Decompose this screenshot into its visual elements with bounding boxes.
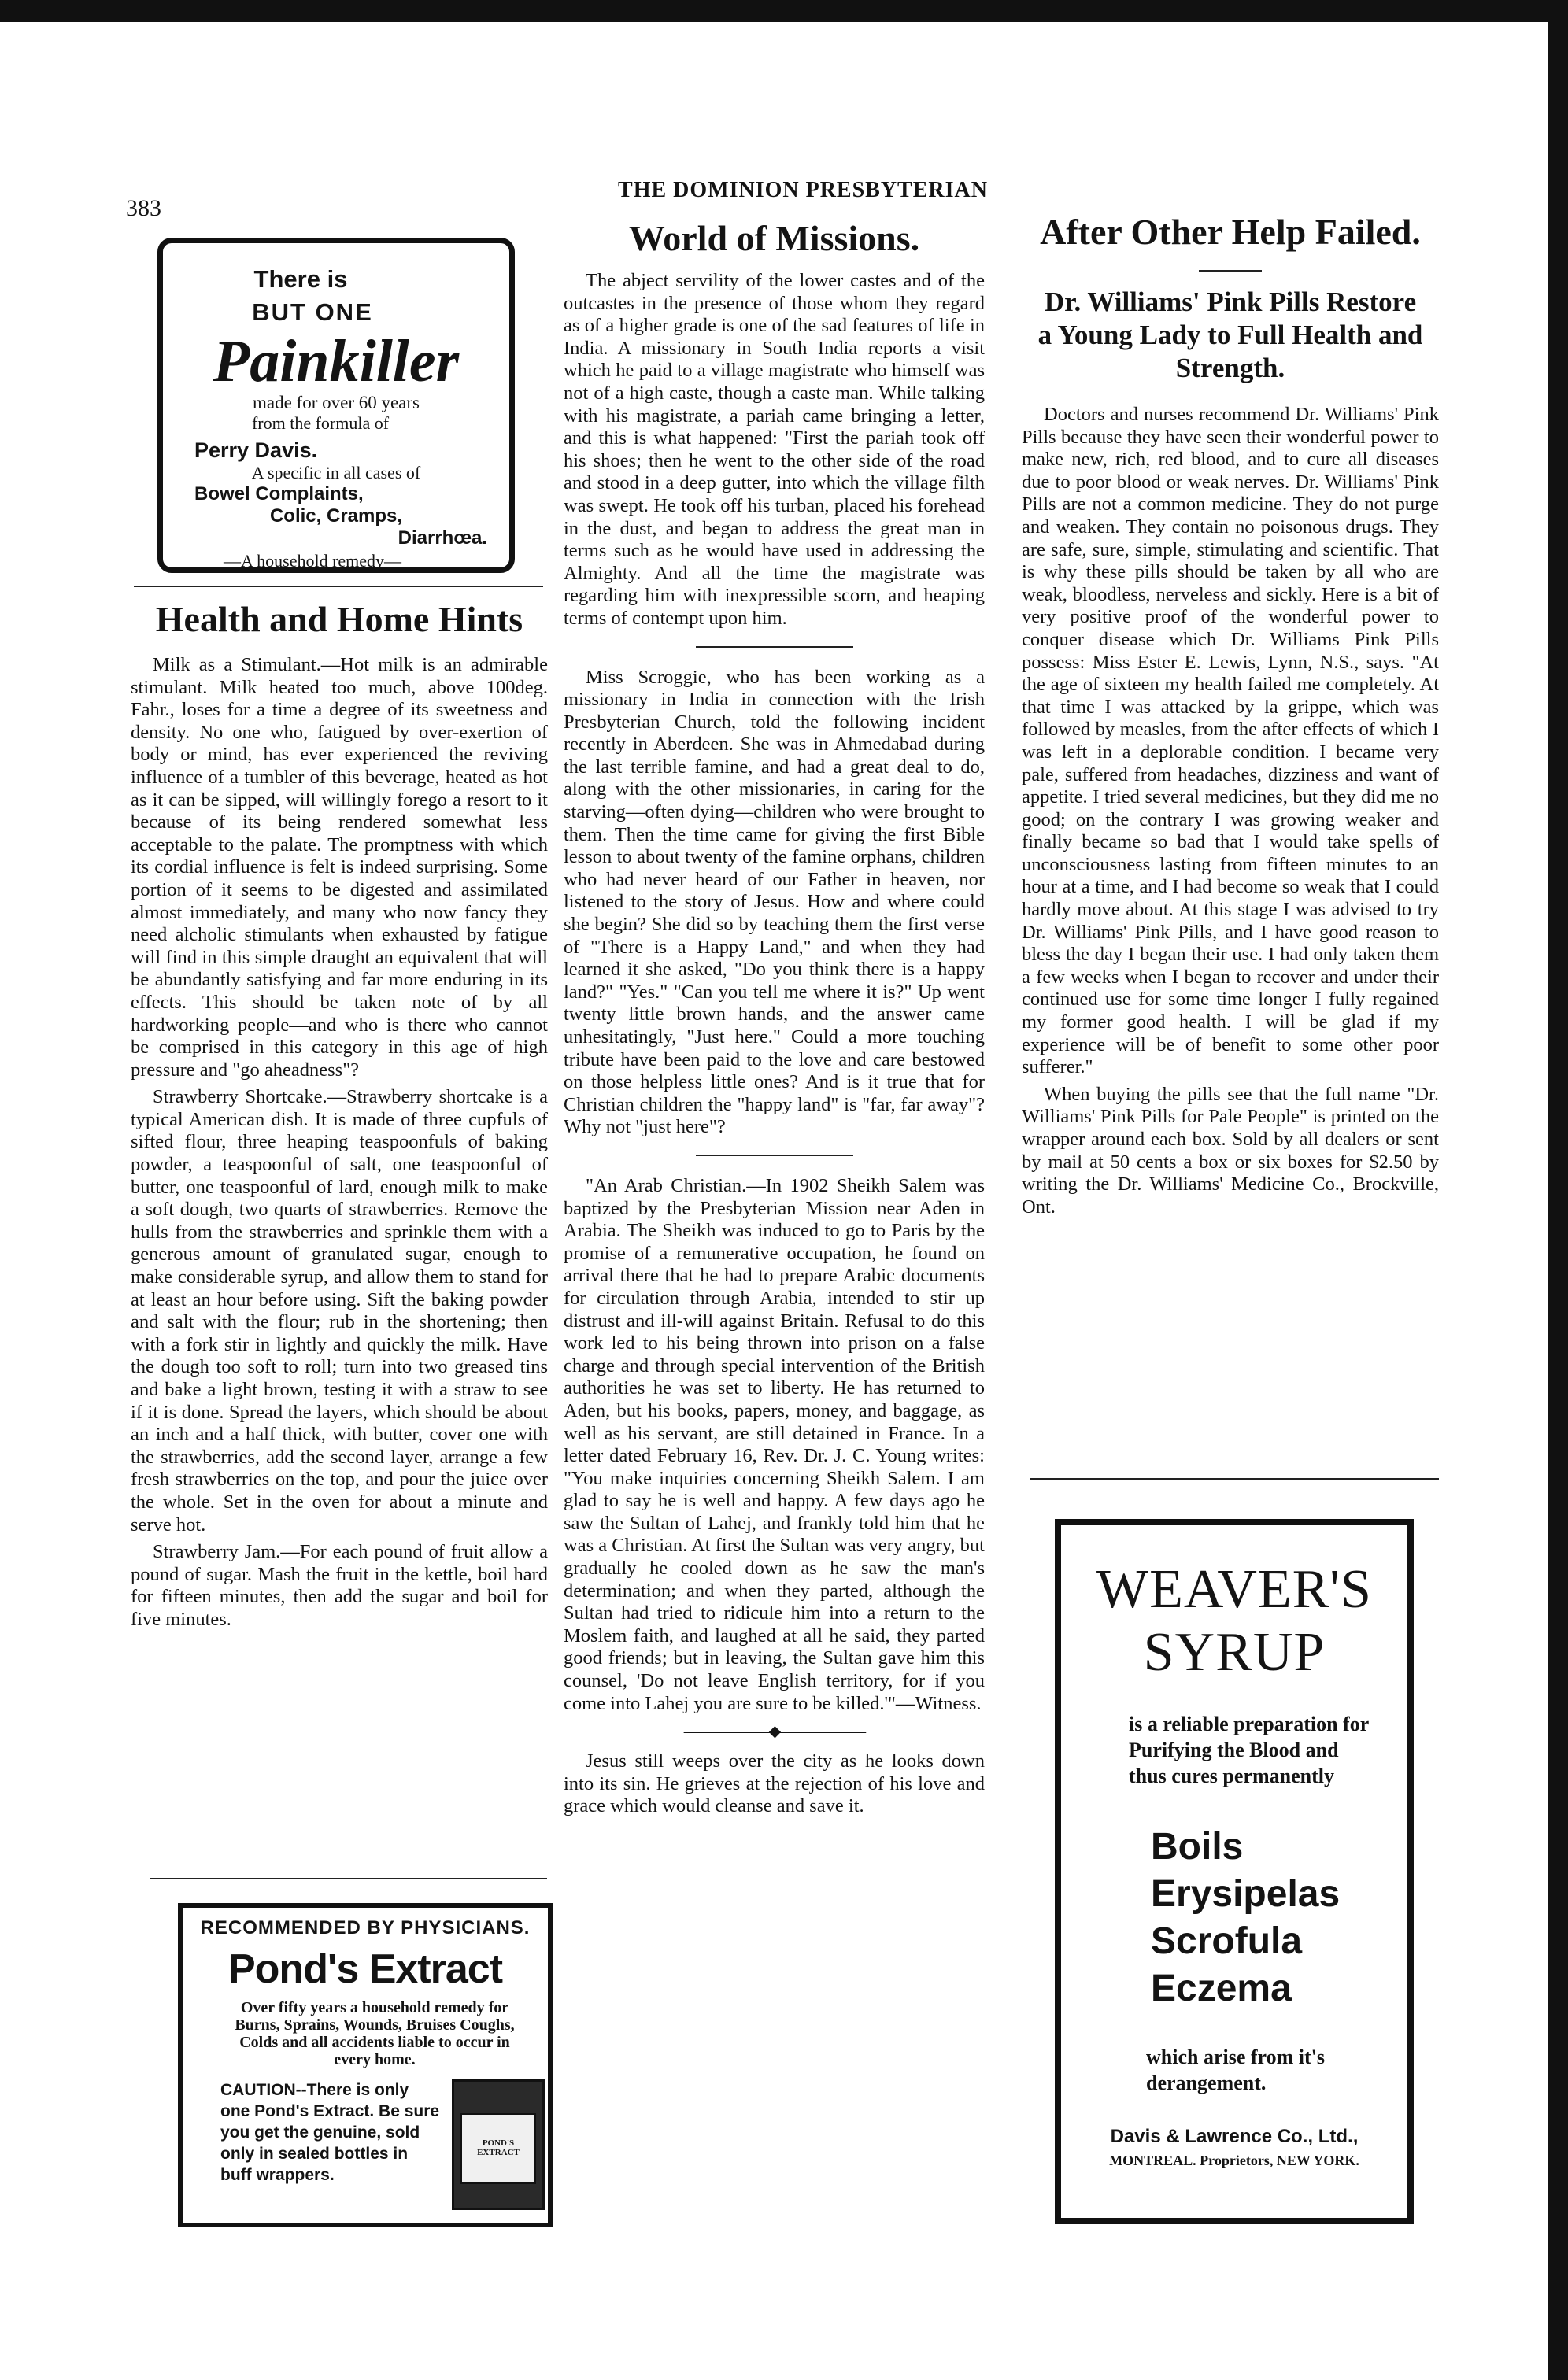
painkiller-tag: —A household remedy—: [223, 551, 402, 571]
missions-column: [564, 217, 985, 1823]
weaver-disease-1: Boils: [1151, 1826, 1244, 1868]
painkiller-line2: BUT ONE: [252, 298, 373, 326]
health-hint-milk: Milk as a Stimulant.—Hot milk is an admirable stimulant. Milk heated too much, above 100deg. Fahr., loses for a time a degree of its sweetness and density. No one who, fatigued by over-exertion of body or mind, has ever experienced the reviving influence of a tumbler of this beverage, heated as hot as it can be sipped, will willingly forego a resort to it because of its being rendered somewhat less acceptable to the palate. The promptness with which its cordial influence is felt is indeed surprising. Some portion of it seems to be digested and assimilated almost immediately, and many who now fancy they need alcholic stimulants when exhausted by fatigue will find in this simple draught an equivalent that will be abundantly satisfying and far more enduring in its effects. This should be taken note of by all hardworking people—and who is there who cannot be comprised in this category in this age of high pressure and "go aheadness"?: [131, 654, 548, 1081]
weaver-desc: is a reliable preparation for Purifying the Blood and thus cures permanently: [1129, 1713, 1369, 1787]
weaver-disease-4: Eczema: [1151, 1968, 1292, 2009]
weaver-which: which arise from it's derangement.: [1146, 2046, 1325, 2094]
ponds-bottle-label-text: POND'S EXTRACT: [477, 2138, 520, 2157]
painkiller-specific: A specific in all cases of: [251, 463, 421, 482]
ponds-caution: CAUTION--There is only one Pond's Extract. Be sure you get the genuine, sold only in sealed bottles in buff wrappers.: [220, 2081, 440, 2184]
after-help-subtitle: Dr. Williams' Pink Pills Restore a Young Lady to Full Health and Strength.: [1037, 286, 1423, 383]
ponds-bottle-image: [452, 2079, 545, 2210]
health-hint-shortcake: Strawberry Shortcake.—Strawberry shortcake is a typical American dish. It is made of three cupfuls of sifted flour, three heaping teaspoonfuls of baking powder, a teaspoonful of salt, one teaspoonful of butter, one teaspoonful of lard, enough milk to make a soft dough, two quarts of strawberries. Remove the hulls from the strawberries and sprinkle them with a generous amount of granulated sugar, enough to make considerable syrup, and allow them to stand for at least an hour before using. Sift the baking powder and salt with the flour; rub in the shortening; then with a fork stir in lightly and quickly the milk. Have the dough too soft to roll; turn into two greased tins and bake a light brown, testing it with a straw to see if it is done. Spread the layers, which should be about an inch and a half thick, with butter, cover one with the strawberries, add the second layer, arrange a few fresh strawberries on the top, and pour the juice over the whole. Set in the oven for about a minute and serve hot.: [131, 1086, 548, 1536]
painkiller-uses-2: Colic, Cramps,: [269, 505, 403, 527]
page-number: 383: [126, 195, 161, 221]
after-help-rule: [1199, 270, 1262, 272]
weaver-brand-1: WEAVER'S: [1096, 1559, 1372, 1620]
left-rule-bottom: [150, 1878, 547, 1879]
after-help-para-2: When buying the pills see that the full name "Dr. Williams' Pink Pills for Pale People" is printed on the wrapper around each box. Sold by all dealers or sent by mail at 50 cents a box or six boxes for $2.50 by writing the Dr. Williams' Medicine Co., Brockville, Ont.: [1022, 1083, 1439, 1218]
missions-title: World of Missions.: [628, 218, 920, 258]
painkiller-ad: [157, 238, 515, 573]
painkiller-line1: There is: [253, 265, 348, 293]
missions-rule-1: [696, 646, 853, 648]
after-help-column: [1022, 211, 1439, 1223]
painkiller-brand: Painkiller: [213, 328, 460, 394]
scan-top-border: [0, 0, 1568, 22]
painkiller-uses-3: Diarrhœa.: [398, 527, 487, 549]
health-hints-title: Health and Home Hints: [155, 599, 523, 639]
health-hint-jam: Strawberry Jam.—For each pound of fruit allow a pound of sugar. Mash the fruit in the kettle, boil hard for fifteen minutes, then add the sugar and boil for five minutes.: [131, 1541, 548, 1630]
painkiller-from-formula: from the formula of: [251, 413, 390, 433]
ponds-bottle-label: [460, 2113, 536, 2184]
right-rule-bottom: [1030, 1478, 1439, 1480]
missions-ornament: ——————◆——————: [683, 1723, 865, 1741]
missions-para-arab: "An Arab Christian.—In 1902 Sheikh Salem was baptized by the Presbyterian Mission near Aden in Arabia. The Sheikh was induced to go to Paris by the promise of a remunerative occupation, he found on arrival there that he had to prepare Arabic documents for circulation through Arabia, intended to stir up distrust and ill-will against Britain. Refusal to do this work led to his being thrown into prison on a false charge and through special intervention of the British authorities he was set to liberty. He has returned to Aden, but his books, papers, money, and baggage, as well as his servant, are still detained in France. In a letter dated February 16, Rev. Dr. J. C. Young writes: "You make inquiries concerning Sheikh Salem. I am glad to say he is well and happy. A few days ago he saw the Sultan of Lahej, and frankly told him that he was a Christian. At first the Sultan was very angry, but gradually he cooled down as he saw the man's determination; and when they parted, although the Sultan had tried to ridicule him into a return to the Moslem faith, and laughed at all he said, they parted good friends; but in leaving, the Sultan gave him this counsel, 'Do not leave English territory, for if you come into Lahej you are sure to be killed.'"—Witness.: [564, 1174, 985, 1714]
missions-rule-2: [696, 1155, 853, 1156]
weavers-syrup-ad: [1055, 1519, 1414, 2224]
missions-para-jesus: Jesus still weeps over the city as he looks down into its sin. He grieves at the rejection of his love and grace which would cleanse and save it.: [564, 1750, 985, 1817]
missions-para-scroggie: Miss Scroggie, who has been working as a missionary in India in connection with the Irish Presbyterian Church, told the following incident recently in Aberdeen. She was in Ahmedabad during the last terrible famine, and had a great deal to do, along with the other missionaries, in caring for the starving—often dying—children who were brought to them. Then the time came for giving the first Bible lesson to about twenty of the famine orphans, children who had never heard of our Father in heaven, nor listened to the story of Jesus. How and where could she begin? She did so by teaching them the first verse of "There is a Happy Land," and when they had learned it she asked, "Do you think there is a happy land?" "Yes." "Can you tell me where it is?" Up went twenty little brown hands, and the answer came unhesitatingly, "Just here." Could a more touching tribute have been paid to the love and care bestowed on those helpless little ones? And is it true that for Christian children the "happy land" is "far, far away"? Why not "just here"?: [564, 666, 985, 1138]
weaver-company: Davis & Lawrence Co., Ltd.,: [1110, 2126, 1359, 2147]
health-hints-column: [131, 598, 548, 1636]
painkiller-uses-1: Bowel Complaints,: [194, 483, 364, 504]
ponds-desc: Over fifty years a household remedy for Burns, Sprains, Wounds, Bruises Coughs, Colds and all accidents liable to occur in every home.: [235, 1999, 515, 2068]
painkiller-maker: Perry Davis.: [194, 438, 318, 462]
after-help-para-1: Doctors and nurses recommend Dr. Williams' Pink Pills because they have seen their wonderful power to make new, rich, red blood, and to cure all diseases due to poor blood or weak nerves. Dr. Williams' Pink Pills are not a common medicine. They do not purge and weaken. They contain no poisonous drugs. They are safe, sure, simple, stimulating and scientific. That is why these pills should be taken by all who are weak, bloodless, nerveless and sickly. Here is a bit of very positive proof of the wonderful power to conquer disease which Dr. Williams Pink Pills possess: Miss Ester E. Lewis, Lynn, N.S., says. "At the age of sixteen my health failed me completely. At that time I was attacked by la grippe, which was followed by measles, from the after effects of which I was left in a deplorable condition. I became very pale, suffered from headaches, dizziness and want of appetite. I tried several medicines, but they did me no good; on the contrary I was growing weaker and finally became so bad that I would take spells of unconsciousness lasting from fifteen minutes to an hour at a time, and I had become so weak that I could hardly move about. At this stage I was advised to try Dr. Williams' Pink Pills, and I have good reason to bless the day I began their use. I had only taken them a few weeks when I began to recover and under their continued use for some time longer I fully regained my former good health. I will be glad if my experience will be of benefit to some other poor sufferer.": [1022, 404, 1439, 1078]
missions-para-castes: The abject servility of the lower castes and of the outcastes in the presence of those whom they regard as of a higher grade is one of the sad features of life in India. A missionary in South India reports a visit which he paid to a village magistrate who himself was not of a high caste, though a caste man. While talking with his magistrate, a pariah came bringing a letter, and this is what happened: "First the pariah took off his shoes; then he went to the other side of the road and stood in a deep gutter, into which the village filth was swept. He took off his turban, placed his forehead in the dust, and began to address the great man in terms such as he would have used in addressing the Almighty. And all the time the magistrate was regarding him with inexpressible scorn, and heaping terms of contempt upon him.: [564, 270, 985, 629]
running-head: THE DOMINION PRESBYTERIAN: [618, 178, 988, 202]
ponds-lower: [183, 2079, 548, 2210]
left-rule-top: [134, 586, 543, 587]
ponds-extract-ad: [178, 1903, 553, 2227]
weaver-disease-2: Erysipelas: [1151, 1873, 1341, 1915]
scan-right-border: [1548, 0, 1568, 2380]
ponds-header: RECOMMENDED BY PHYSICIANS.: [200, 1917, 531, 1938]
after-help-title: After Other Help Failed.: [1040, 212, 1421, 252]
weaver-disease-3: Scrofula: [1151, 1920, 1303, 1962]
painkiller-made-for: made for over 60 years: [252, 393, 420, 412]
weaver-cities: MONTREAL. Proprietors, NEW YORK.: [1109, 2153, 1359, 2168]
ponds-brand: Pond's Extract: [227, 1946, 503, 1992]
weaver-brand-2: SYRUP: [1143, 1622, 1326, 1683]
